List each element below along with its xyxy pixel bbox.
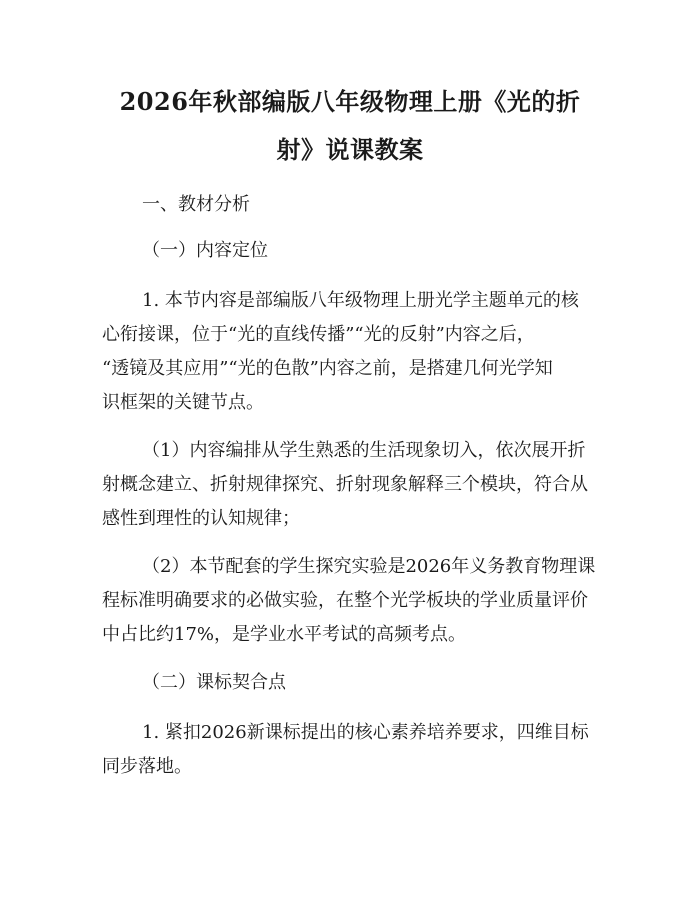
paragraph-line: 1. 紧扣2026新课标提出的核心素养培养要求，四维目标 — [142, 722, 589, 743]
paragraph-line: 心衔接课，位于“光的直线传播”“光的反射”内容之后， — [102, 324, 535, 345]
subsection-heading: （二）课标契合点 — [142, 672, 286, 693]
paragraph-line: 感性到理性的认知规律； — [102, 508, 300, 529]
section-heading: 一、教材分析 — [142, 194, 250, 215]
paragraph-line: 射概念建立、折射规律探究、折射现象解释三个模块，符合从 — [102, 474, 588, 495]
paragraph-line: （1）内容编排从学生熟悉的生活现象切入，依次展开折 — [142, 440, 586, 461]
paragraph-line: 同步落地。 — [102, 756, 192, 777]
paragraph-line: （2）本节配套的学生探究实验是2026年义务教育物理课 — [142, 556, 596, 577]
paragraph-line: 程标准明确要求的必做实验，在整个光学板块的学业质量评价 — [102, 590, 588, 611]
subsection-heading: （一）内容定位 — [142, 240, 268, 261]
document-title-line-2: 射》说课教案 — [276, 135, 424, 164]
paragraph-line: 1. 本节内容是部编版八年级物理上册光学主题单元的核 — [142, 290, 579, 311]
document-title-line-1: 2026年秋部编版八年级物理上册《光的折 — [119, 87, 581, 116]
paragraph-line: 中占比约17%，是学业水平考试的高频考点。 — [102, 624, 467, 645]
paragraph-line: 识框架的关键节点。 — [102, 392, 264, 413]
paragraph-line: “透镜及其应用”“光的色散”内容之前，是搭建几何光学知 — [102, 358, 553, 379]
